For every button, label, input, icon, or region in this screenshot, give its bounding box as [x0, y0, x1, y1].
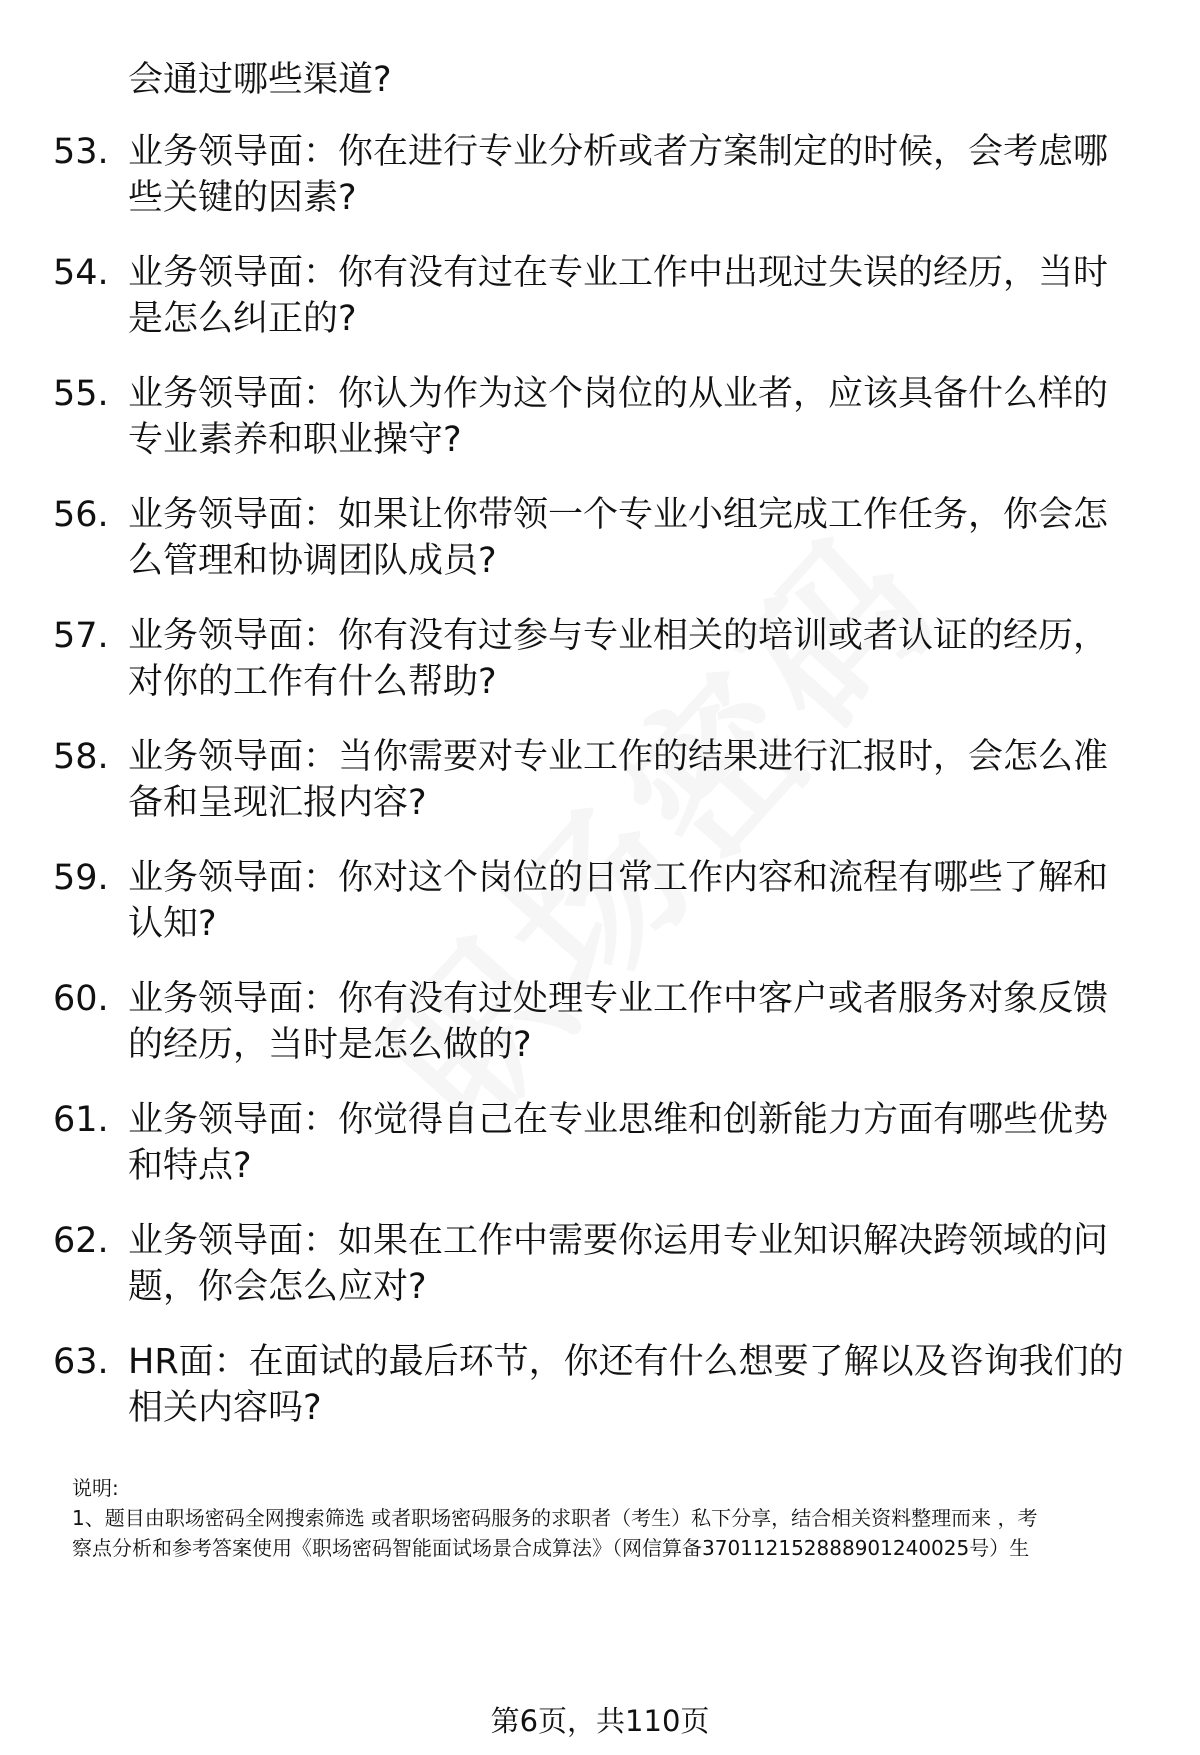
question-text: 业务领导面：你认为作为这个岗位的从业者，应该具备什么样的 — [128, 374, 1109, 414]
question-text: 业务领导面：你有没有过参与专业相关的培训或者认证的经历， — [128, 616, 1109, 656]
question-text: 些关键的因素? — [128, 178, 357, 218]
question-text: 业务领导面：你觉得自己在专业思维和创新能力方面有哪些优势 — [128, 1100, 1109, 1140]
question-number: 55. — [53, 374, 109, 414]
question-number: 61. — [53, 1100, 109, 1140]
notes-line: 察点分析和参考答案使用《职场密码智能面试场景合成算法》（网信算备370112152888901240025号）生 — [72, 1536, 1030, 1560]
question-text: 相关内容吗? — [128, 1388, 322, 1428]
question-text: 么管理和协调团队成员? — [128, 541, 497, 581]
question-number: 59. — [53, 858, 109, 898]
question-number: 58. — [53, 737, 109, 777]
question-text: 对你的工作有什么帮助? — [128, 662, 497, 702]
question-text: 业务领导面：如果在工作中需要你运用专业知识解决跨领域的问 — [128, 1221, 1109, 1261]
question-text: 的经历，当时是怎么做的? — [128, 1025, 532, 1065]
question-number: 63. — [53, 1342, 109, 1382]
question-text: 是怎么纠正的? — [128, 299, 357, 339]
question-text: 业务领导面：你在进行专业分析或者方案制定的时候，会考虑哪 — [128, 132, 1109, 172]
question-number: 53. — [53, 132, 109, 172]
notes-line: 1、题目由职场密码全网搜索筛选 或者职场密码服务的求职者（考生）私下分享，结合相关资料整理而来 ，考 — [72, 1506, 1038, 1530]
question-continuation: 会通过哪些渠道? — [128, 60, 392, 100]
question-text: 认知? — [128, 904, 217, 944]
question-number: 60. — [53, 979, 109, 1019]
question-text: 业务领导面：当你需要对专业工作的结果进行汇报时，会怎么准 — [128, 737, 1109, 777]
question-text: 业务领导面：你有没有过在专业工作中出现过失误的经历，当时 — [128, 253, 1109, 293]
question-text: 业务领导面：如果让你带领一个专业小组完成工作任务，你会怎 — [128, 495, 1109, 535]
notes-section — [72, 1473, 1152, 1563]
question-number: 57. — [53, 616, 109, 656]
question-text: 和特点? — [128, 1146, 252, 1186]
question-text: 题，你会怎么应对? — [128, 1267, 427, 1307]
question-text: 备和呈现汇报内容? — [128, 783, 427, 823]
question-text: 业务领导面：你对这个岗位的日常工作内容和流程有哪些了解和 — [128, 858, 1109, 898]
question-text: HR面：在面试的最后环节，你还有什么想要了解以及咨询我们的 — [128, 1342, 1124, 1382]
question-number: 54. — [53, 253, 109, 293]
question-number: 62. — [53, 1221, 109, 1261]
question-text: 业务领导面：你有没有过处理专业工作中客户或者服务对象反馈 — [128, 979, 1109, 1019]
question-number: 56. — [53, 495, 109, 535]
notes-title: 说明: — [72, 1476, 119, 1500]
question-text: 专业素养和职业操守? — [128, 420, 462, 460]
page-footer: 第6页，共110页 — [490, 1704, 710, 1738]
